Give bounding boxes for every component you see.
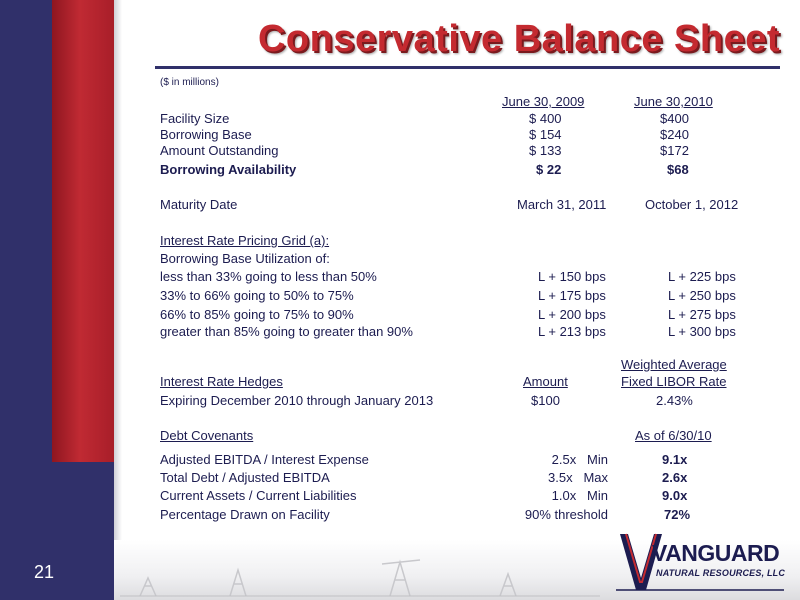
hedge-rate-header-line2: Fixed LIBOR Rate [621,374,727,389]
pricing-grid-heading: Interest Rate Pricing Grid (a): [160,233,330,248]
pricing-row-value-2009: L + 213 bps [538,324,606,339]
pricing-row-value-2009: L + 150 bps [538,269,606,284]
balance-row-label: Facility Size [160,111,230,126]
balance-row-value-2010: $400 [660,111,689,126]
balance-row-label: Amount Outstanding [160,143,279,158]
maturity-2010: October 1, 2012 [645,197,739,212]
borrowing-availability-label: Borrowing Availability [160,162,297,177]
covenant-row-label: Adjusted EBITDA / Interest Expense [160,452,369,467]
oil-pump-silhouettes-icon [120,540,600,598]
covenant-row-threshold: 1.0x Min [551,488,608,503]
pricing-row-value-2010: L + 275 bps [668,307,736,322]
pricing-row-label: 66% to 85% going to 75% to 90% [160,307,354,322]
covenant-row-label: Percentage Drawn on Facility [160,507,330,522]
borrowing-availability-2010: $68 [667,162,689,177]
slide-title: Conservative Balance Sheet [257,18,780,60]
hedge-rate-header-line1: Weighted Average [621,357,727,372]
col1-header: June 30, 2009 [502,94,585,109]
hedge-row-label: Expiring December 2010 through January 2013 [160,393,434,408]
balance-row-value-2009: $ 400 [529,111,562,126]
covenant-row-threshold: 2.5x Min [551,452,608,467]
units-note: ($ in millions) [160,77,219,88]
maturity-2009: March 31, 2011 [517,197,607,212]
panel-shade [114,0,122,600]
maturity-label: Maturity Date [160,197,238,212]
logo-subtitle: NATURAL RESOURCES, LLC [656,568,786,578]
left-red-band [52,0,114,462]
covenant-row-value: 9.1x [662,452,688,467]
page-number: 21 [34,562,55,582]
balance-row-value-2010: $172 [660,143,689,158]
balance-row-value-2009: $ 133 [529,143,562,158]
pricing-row-label: greater than 85% going to greater than 90% [160,324,413,339]
balance-row-value-2010: $240 [660,127,689,142]
covenant-row-label: Current Assets / Current Liabilities [160,488,357,503]
title-rule [155,66,780,69]
covenant-row-value: 9.0x [662,488,688,503]
pricing-row-value-2009: L + 175 bps [538,288,606,303]
borrowing-availability-2009: $ 22 [536,162,562,177]
covenants-heading: Debt Covenants [160,428,254,443]
hedge-amount-header: Amount [523,374,568,389]
covenant-row-threshold: 3.5x Max [548,470,608,485]
covenants-as-of-header: As of 6/30/10 [635,428,712,443]
col2-header: June 30,2010 [634,94,713,109]
hedges-heading: Interest Rate Hedges [160,374,283,389]
logo-name: VANGUARD [652,540,780,566]
covenant-row-threshold: 90% threshold [524,507,608,522]
pricing-row-value-2010: L + 225 bps [668,269,736,284]
hedge-row-amount: $100 [531,393,560,408]
balance-row-label: Borrowing Base [160,127,252,142]
balance-row-value-2009: $ 154 [529,127,562,142]
pricing-row-value-2009: L + 200 bps [538,307,606,322]
hedge-row-rate: 2.43% [656,393,693,408]
pricing-row-label: 33% to 66% going to 50% to 75% [160,288,354,303]
pricing-row-value-2010: L + 300 bps [668,324,736,339]
pricing-grid-subheading: Borrowing Base Utilization of: [160,251,330,266]
covenant-row-value: 2.6x [662,470,688,485]
covenant-row-value: 72% [664,507,691,522]
pricing-row-value-2010: L + 250 bps [668,288,736,303]
covenant-row-label: Total Debt / Adjusted EBITDA [160,470,330,485]
pricing-row-label: less than 33% going to less than 50% [160,269,377,284]
